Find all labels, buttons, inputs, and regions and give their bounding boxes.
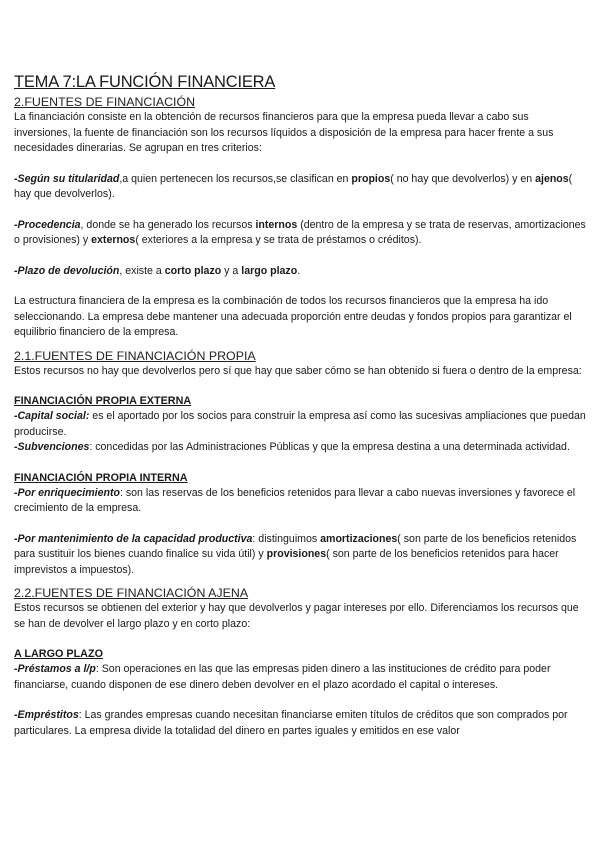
propia-interna-heading: FINANCIACIÓN PROPIA INTERNA bbox=[14, 471, 188, 484]
capital-social-item: -Capital social: es el aportado por los socios para construir la empresa así como las sucesivas ampliaciones que puedan producirse. bbox=[14, 410, 586, 438]
largo-plazo-heading: A LARGO PLAZO bbox=[14, 648, 103, 660]
criterion-procedencia: -Procedencia, donde se ha generado los recursos internos (dentro de la empresa y se trata de reservas, amortizaciones o provisiones) y externos( exteriores a la empresa y se trata de préstamos o créditos). bbox=[14, 218, 586, 246]
section-2-intro: La financiación consiste en la obtención de recursos financieros para que la empresa pueda llevar a cabo sus inversiones, la fuente de financiación son los recursos líquidos a disposición de la empresa para hacer frente a sus necesidades dinerarias. Se agrupan en tres criterios: bbox=[14, 111, 554, 154]
document-page bbox=[14, 72, 588, 739]
section-2-1-heading: 2.1.FUENTES DE FINANCIACIÓN PROPIA bbox=[14, 348, 256, 363]
estructura-financiera-paragraph: La estructura financiera de la empresa es la combinación de todos los recursos financieros que la empresa ha ido seleccionando. La empresa debe mantener una adecuada proporción entre deudas y fondos propios para garantizar el equilibrio financiero de la empresa. bbox=[14, 295, 572, 338]
document-title: TEMA 7:LA FUNCIÓN FINANCIERA bbox=[14, 73, 276, 91]
prestamos-item: -Préstamos a l/p: Son operaciones en las que las empresas piden dinero a las instituciones de crédito para poder financiarse, cuando disponen de ese dinero deben devolver en el plazo acordado el capital o intereses. bbox=[14, 663, 551, 691]
propia-externa-heading: FINANCIACIÓN PROPIA EXTERNA bbox=[14, 395, 192, 407]
subvenciones-item: -Subvenciones: concedidas por las Administraciones Públicas y que la empresa destina a una determinada actividad. bbox=[14, 441, 570, 453]
criterion-titularidad: -Según su titularidad,a quien pertenecen los recursos,se clasifican en propios( no hay que devolverlos) y en ajenos( hay que devolverlos). bbox=[14, 172, 573, 200]
criterion-plazo: -Plazo de devolución, existe a corto plazo y a largo plazo. bbox=[14, 264, 301, 277]
mantenimiento-item: -Por mantenimiento de la capacidad productiva: distinguimos amortizaciones( son parte de los beneficios retenidos para sustituir los bienes cuando finalice su vida útil) y provisiones( son parte de los beneficios retenidos para hacer imprevistos a impuestos). bbox=[14, 532, 577, 576]
emprestitos-item: -Empréstitos: Las grandes empresas cuando necesitan financiarse emiten títulos de créditos que son comprados por particulares. La empresa divide la totalidad del dinero en partes iguales y emitidos en ese valor bbox=[14, 709, 568, 737]
section-2-heading: 2.FUENTES DE FINANCIACIÓN bbox=[14, 95, 196, 109]
enriquecimiento-item: -Por enriquecimiento: son las reservas de los beneficios retenidos para llevar a cabo nuevas inversiones y favorece el crecimiento de la empresa. bbox=[14, 486, 576, 514]
section-2-2-intro: Estos recursos se obtienen del exterior y hay que devolverlos y pagar intereses por ello. Diferenciamos los recursos que se han de devolver el largo plazo y en corto plazo: bbox=[14, 602, 579, 630]
section-2-1-intro: Estos recursos no hay que devolverlos pero sí que hay que saber cómo se han obtenido si fuera o dentro de la empresa: bbox=[14, 364, 582, 377]
section-2-2-heading: 2.2.FUENTES DE FINANCIACIÓN AJENA bbox=[14, 586, 249, 600]
